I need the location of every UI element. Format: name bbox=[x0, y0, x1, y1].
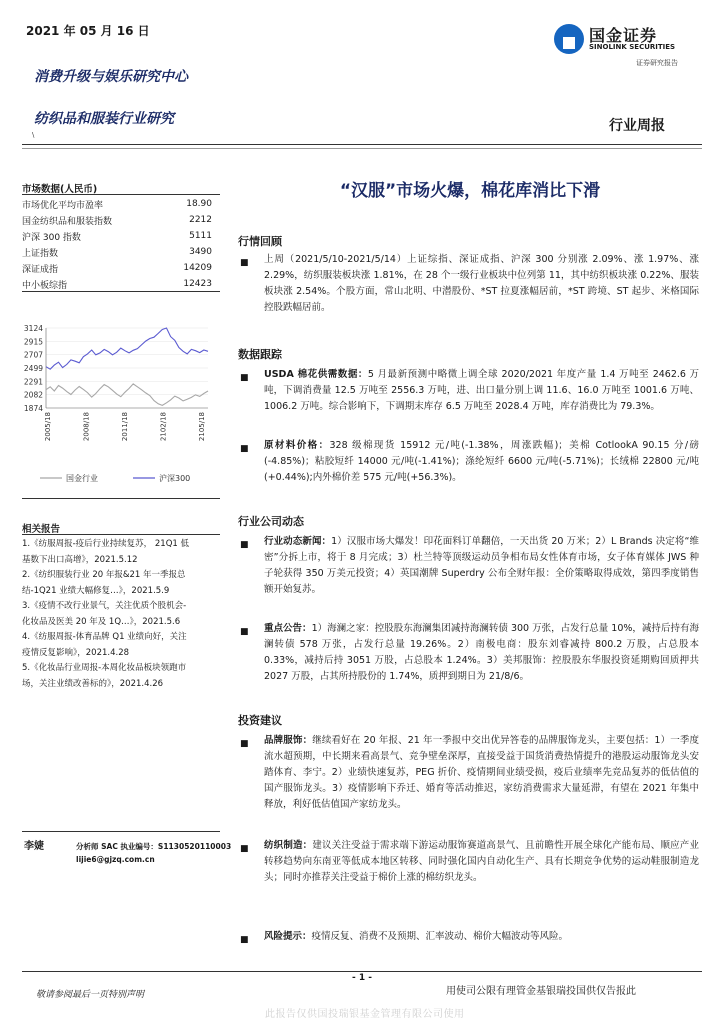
y-tick-label: 1874 bbox=[23, 404, 43, 413]
market-data-value: 12423 bbox=[183, 279, 212, 289]
bullet-square-icon: ■ bbox=[240, 844, 249, 854]
logo-mark-icon bbox=[554, 24, 584, 54]
paragraph-usda: USDA 棉花供需数据：5 月最新预测中略微上调全球 2020/2021 年度产量 1.4 万吨至 2462.6 万吨，下调消费量 12.5 万吨至 2556.3 万吨，进、出口量分别上调 11.6、16.0 万吨至 1001.6 万吨、1006.2 万吨。综合影响下，下调期末库存 6.5 万吨至 2028.4 万吨，库存消费比为 79.3%。 bbox=[264, 369, 699, 412]
paragraph-brand-apparel: 品牌服饰：继续看好在 20 年报、21 年一季报中交出优异答卷的品牌服饰龙头，主要包括：1）一季度流水超预期，中长期来看高景气、竞争壁垒深厚，直接受益于国货消费热情提升的港股运动服饰龙头安踏体育、李宁。2）业绩快速复苏，PEG 折价、疫情期间业绩受损，疫后业绩率先竞品复苏的低估值的国产服饰龙头。3）疫情影响下乔迁、婚育等活动推迟，家纺消费需求大量延滞，有望在 2021 年集中释放，利好低估值国产家纺龙头。 bbox=[264, 735, 699, 810]
x-tick-label: 2102/18 bbox=[159, 412, 168, 442]
paragraph-risk: 风险提示：疫情反复、消费不及预期、汇率波动、棉价大幅波动等风险。 bbox=[264, 931, 569, 942]
logo-subtitle: 证券研究报告 bbox=[636, 59, 678, 67]
paragraph-announcements: 重点公告：1）海澜之家：控股股东海澜集团减持海澜转债 300 万张，占发行总量 10%，减持后持有海澜转债 578 万张，占发行总量 19.26%。2）南极电商：股东刘睿减持 800.2 万股，占总股本 0.33%，减持后持 3051 万股，占总股本 1.24%。3）美邦服饰：控股股东华服投资延期购回质押共 2027 万股，占其所持股份的 1.74%，质押到期日为 21/8/6。 bbox=[264, 623, 699, 682]
related-reports-title: 相关报告 bbox=[22, 524, 61, 535]
market-data-value: 3490 bbox=[189, 247, 212, 257]
header-divider-thin bbox=[22, 148, 702, 149]
report-date: 2021 年 05 月 16 日 bbox=[26, 24, 150, 38]
related-reports-rule bbox=[22, 534, 220, 535]
paragraph-textile-manufacturing: 纺织制造：建议关注受益于需求端下游运动服饰赛道高景气、且前瞻性开展全球化产能布局、顺应产业转移趋势向东南亚等低成本地区转移、同时强化国内自动化生产、具有长期竞争优势的运动鞋服制造龙头；同时亦推荐关注受益于棉价上涨的棉纺织龙头。 bbox=[264, 840, 699, 883]
related-report-item[interactable]: 4.《纺服周报-体育品牌 Q1 业绩向好，关注 疫情反复影响》，2021.4.28 bbox=[22, 632, 187, 658]
x-tick-label: 2105/18 bbox=[198, 412, 206, 442]
market-data-label: 上证指数 bbox=[22, 248, 59, 259]
industry-name: 纺织品和服装行业研究 bbox=[34, 111, 174, 127]
bullet-square-icon: ■ bbox=[240, 627, 249, 637]
related-reports-list bbox=[22, 537, 220, 692]
bullet-square-icon: ■ bbox=[240, 540, 249, 550]
author-name: 李婕 bbox=[24, 841, 44, 852]
related-report-item[interactable]: 3.《疫情不改行业景气，关注优质个股机会- 化妆品及医美 20 年及 1Q…》，2021.5.6 bbox=[22, 601, 187, 627]
author-rule bbox=[22, 831, 220, 832]
legend-label: 沪深300 bbox=[159, 474, 191, 483]
x-tick-label: 2005/18 bbox=[44, 412, 52, 442]
index-comparison-chart bbox=[18, 318, 223, 493]
report-type: 行业周报 bbox=[609, 118, 665, 134]
section-title-investment: 投资建议 bbox=[238, 714, 282, 727]
footer-disclaimer: 敬请参阅最后一页特别声明 bbox=[36, 990, 145, 1000]
market-data-table bbox=[22, 196, 212, 292]
y-tick-label: 3124 bbox=[23, 324, 43, 333]
paragraph-market-review: 上周（2021/5/10-2021/5/14）上证综指、深证成指、沪深 300 分别涨 2.09%、涨 1.97%、涨 2.29%，纺织服装板块涨 1.81%，在 28 个一级行业板块中位列第 11，其中纺织板块涨 0.22%、服装板块涨 2.54%。个股方面，常山北明、中潜股份、*ST 拉夏涨幅居前，*ST 跨境、ST 起步、米格国际控股跌幅居前。 bbox=[264, 254, 699, 313]
y-tick-label: 2291 bbox=[23, 377, 43, 387]
related-report-item[interactable]: 5.《化妆品行业周报-本周化妆品板块领跑市 场，关注业绩改善标的》，2021.4.26 bbox=[22, 663, 187, 689]
chart-bottom-rule bbox=[22, 498, 220, 499]
market-data-bottom-rule bbox=[22, 291, 220, 292]
market-data-row bbox=[22, 228, 212, 244]
market-data-value: 18.90 bbox=[186, 199, 212, 209]
paragraph-industry-news: 行业动态新闻：1）汉服市场大爆发！印花面料订单翻倍，一天出货 20 万米；2）L Brands 决定将“维密”分拆上市，将于 8 月完成；3）杜兰特等顶级运动员争相布局女性体育市场，女子体育媒体 JWS 种子轮获得 350 万美元投资；4）英国潮牌 Superdry 公布全财年报：全价策略取得成效，第四季度销售额开始复苏。 bbox=[264, 536, 699, 595]
market-data-label: 中小板综指 bbox=[22, 280, 68, 291]
page-number: - 1 - bbox=[352, 973, 372, 983]
bullet-square-icon: ■ bbox=[240, 258, 249, 268]
paragraph-raw-material: 原材料价格：328 级棉现货 15912 元/吨(-1.38%，周涨跌幅)；美棉 CotlookA 90.15 分/磅(-4.85%)；粘胶短纤 14000 元/吨(-1.41%)；涤纶短纤 6600 元/吨(-5.71%)；长绒棉 22800 元/吨(+0.44%);内外棉价差 575 元/吨(+56.3%)。 bbox=[264, 440, 699, 483]
footer-usage-note: 用使司公限有理管金基银瑞投国供仅告报此 bbox=[446, 986, 636, 997]
company-logo bbox=[554, 20, 704, 70]
market-data-row bbox=[22, 244, 212, 260]
bullet-square-icon: ■ bbox=[240, 373, 249, 383]
backslash-mark: \ bbox=[32, 131, 35, 139]
legend-label: 国金行业 bbox=[66, 474, 98, 483]
related-report-item[interactable]: 1.《纺服周报-疫后行业持续复苏， 21Q1 低 基数下出口高增》，2021.5.12 bbox=[22, 539, 189, 565]
y-tick-label: 2707 bbox=[23, 350, 43, 360]
bullet-square-icon: ■ bbox=[240, 739, 249, 749]
related-report-item[interactable]: 2.《纺织服装行业 20 年报&21 年一季报总 结-1Q21 业绩大幅修复…》，2021.5.9 bbox=[22, 570, 186, 596]
author-email[interactable]: lijie6@gjzq.com.cn bbox=[76, 855, 155, 864]
market-data-title: 市场数据(人民币) bbox=[22, 184, 98, 195]
section-title-company-news: 行业公司动态 bbox=[238, 515, 304, 528]
section-title-market-review: 行情回顾 bbox=[238, 235, 282, 248]
watermark-text: 此报告仅供国投瑞银基金管理有限公司使用 bbox=[265, 1009, 465, 1020]
y-tick-label: 2499 bbox=[23, 364, 43, 373]
market-data-row bbox=[22, 276, 212, 292]
market-data-value: 14209 bbox=[183, 263, 212, 273]
footer-divider bbox=[22, 971, 702, 972]
market-data-value: 5111 bbox=[189, 231, 212, 241]
market-data-row bbox=[22, 260, 212, 276]
logo-en-text: SINOLINK SECURITIES bbox=[589, 43, 676, 51]
bullet-square-icon: ■ bbox=[240, 935, 249, 945]
author-info bbox=[76, 840, 231, 866]
y-tick-label: 2915 bbox=[23, 337, 43, 347]
research-center-name: 消费升级与娱乐研究中心 bbox=[34, 69, 188, 85]
bullet-square-icon: ■ bbox=[240, 444, 249, 454]
market-data-label: 沪深 300 指数 bbox=[22, 232, 81, 243]
author-license: 分析师 SAC 执业编号：S1130520110003 bbox=[76, 842, 232, 851]
x-tick-label: 2008/18 bbox=[82, 412, 91, 442]
market-data-label: 国金纺织品和服装指数 bbox=[22, 216, 113, 227]
report-title: “汉服”市场火爆，棉花库消比下滑 bbox=[339, 181, 601, 201]
market-data-label: 市场优化平均市盈率 bbox=[22, 200, 104, 211]
market-data-row bbox=[22, 212, 212, 228]
market-data-top-rule bbox=[22, 194, 220, 195]
series-line-1 bbox=[46, 328, 208, 369]
header-divider bbox=[22, 144, 702, 145]
y-tick-label: 2082 bbox=[23, 390, 43, 400]
section-title-data-tracking: 数据跟踪 bbox=[238, 348, 282, 361]
x-tick-label: 2011/18 bbox=[121, 412, 129, 442]
logo-cn-text: 国金证券 bbox=[589, 26, 658, 45]
market-data-label: 深证成指 bbox=[22, 264, 59, 275]
market-data-row bbox=[22, 196, 212, 212]
market-data-value: 2212 bbox=[189, 215, 212, 225]
